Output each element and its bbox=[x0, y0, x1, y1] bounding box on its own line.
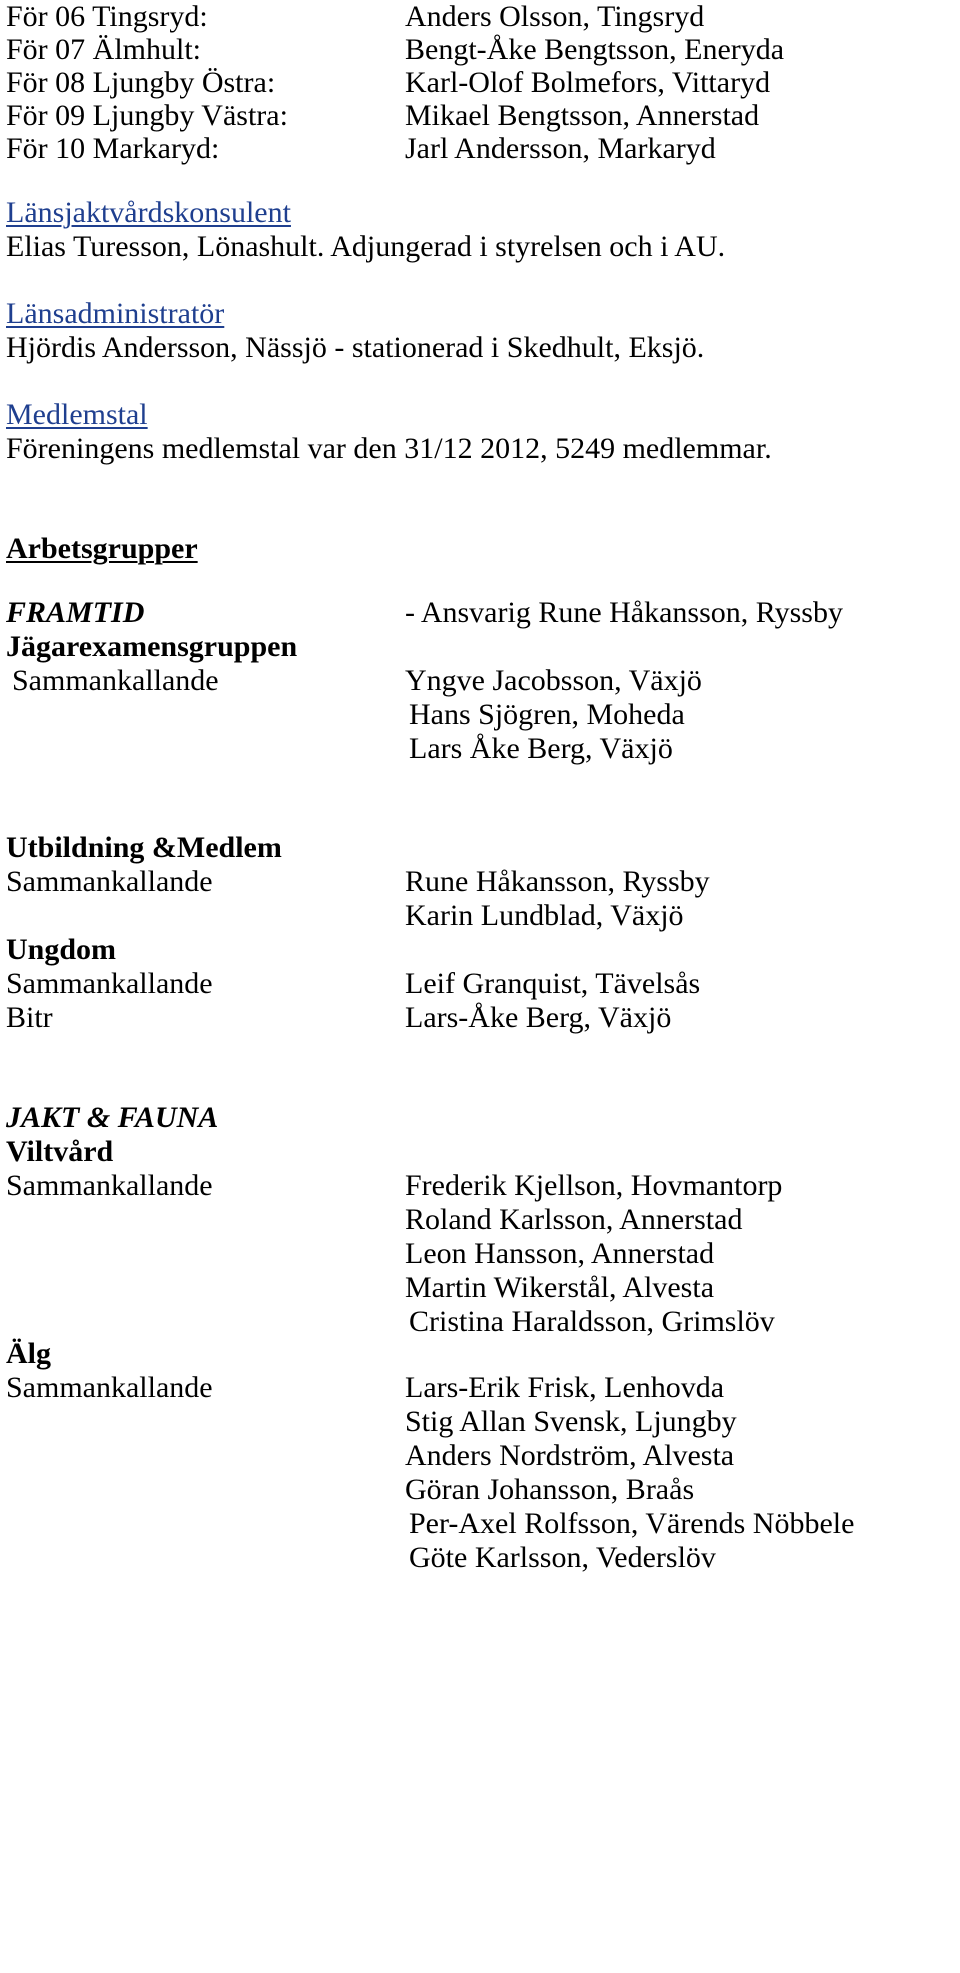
group-member: Cristina Haraldsson, Grimslöv bbox=[409, 1305, 775, 1338]
district-row bbox=[0, 132, 960, 166]
group-member-row bbox=[0, 1405, 960, 1439]
ungdom-role-row bbox=[0, 967, 960, 1001]
district-label: För 10 Markaryd: bbox=[6, 132, 220, 165]
group-member-row bbox=[0, 1237, 960, 1271]
group-member: Göte Karlsson, Vederslöv bbox=[409, 1541, 716, 1574]
group-role: Sammankallande bbox=[6, 1169, 213, 1202]
group-role: Sammankallande bbox=[6, 967, 213, 1000]
group-member: Stig Allan Svensk, Ljungby bbox=[405, 1405, 737, 1438]
district-row bbox=[0, 33, 960, 67]
group-role: Sammankallande bbox=[6, 865, 213, 898]
district-representative: Anders Olsson, Tingsryd bbox=[405, 0, 705, 33]
consultant-heading-row bbox=[0, 196, 960, 230]
group-member: Hans Sjögren, Moheda bbox=[409, 698, 685, 731]
members-text: Föreningens medlemstal var den 31/12 2012, 5249 medlemmar. bbox=[6, 432, 772, 465]
group-member-row bbox=[0, 1271, 960, 1305]
framtid-row bbox=[0, 596, 960, 630]
group-member: Lars-Erik Frisk, Lenhovda bbox=[405, 1371, 725, 1404]
jagarexamen-role-row bbox=[0, 664, 960, 698]
group-member: Frederik Kjellson, Hovmantorp bbox=[405, 1169, 783, 1202]
group-member: Lars Åke Berg, Växjö bbox=[409, 732, 673, 765]
district-row bbox=[0, 0, 960, 34]
members-text-row bbox=[0, 432, 960, 466]
framtid-responsible: - Ansvarig Rune Håkansson, Ryssby bbox=[405, 596, 843, 629]
district-label: För 06 Tingsryd: bbox=[6, 0, 208, 33]
group-member-row bbox=[0, 1541, 960, 1575]
framtid-title: FRAMTID bbox=[6, 596, 145, 629]
jagarexamen-title: Jägarexamensgruppen bbox=[6, 630, 298, 663]
group-member: Roland Karlsson, Annerstad bbox=[405, 1203, 743, 1236]
group-member-row bbox=[0, 899, 960, 933]
district-representative: Karl-Olof Bolmefors, Vittaryd bbox=[405, 66, 771, 99]
group-member: Rune Håkansson, Ryssby bbox=[405, 865, 710, 898]
district-label: För 09 Ljungby Västra: bbox=[6, 99, 288, 132]
members-heading: Medlemstal bbox=[6, 398, 148, 431]
jakt-row bbox=[0, 1101, 960, 1135]
group-member: Leif Granquist, Tävelsås bbox=[405, 967, 701, 1000]
viltvard-title: Viltvård bbox=[6, 1135, 114, 1168]
viltvard-role-row bbox=[0, 1169, 960, 1203]
group-member: Göran Johansson, Braås bbox=[405, 1473, 695, 1506]
district-label: För 07 Älmhult: bbox=[6, 33, 202, 66]
group-member: Martin Wikerstål, Alvesta bbox=[405, 1271, 715, 1304]
group-member: Anders Nordström, Alvesta bbox=[405, 1439, 735, 1472]
group-member-row bbox=[0, 1507, 960, 1541]
groups-heading: Arbetsgrupper bbox=[6, 532, 198, 565]
utbildning-row bbox=[0, 831, 960, 865]
ungdom-deputy-row bbox=[0, 1001, 960, 1035]
group-role: Sammankallande bbox=[6, 1371, 213, 1404]
members-heading-row bbox=[0, 398, 960, 432]
group-member: Yngve Jacobsson, Växjö bbox=[405, 664, 702, 697]
district-representative: Mikael Bengtsson, Annerstad bbox=[405, 99, 760, 132]
group-member: Karin Lundblad, Växjö bbox=[405, 899, 684, 932]
consultant-heading: Länsjaktvårdskonsulent bbox=[6, 196, 291, 229]
district-label: För 08 Ljungby Östra: bbox=[6, 66, 276, 99]
ungdom-title: Ungdom bbox=[6, 933, 117, 966]
groups-heading-row bbox=[0, 532, 960, 566]
administrator-text-row bbox=[0, 331, 960, 365]
group-role: Bitr bbox=[6, 1001, 53, 1034]
district-row bbox=[0, 66, 960, 100]
viltvard-row bbox=[0, 1135, 960, 1169]
ungdom-row bbox=[0, 933, 960, 967]
group-member-row bbox=[0, 732, 960, 766]
district-representative: Jarl Andersson, Markaryd bbox=[405, 132, 716, 165]
group-member: Lars-Åke Berg, Växjö bbox=[405, 1001, 672, 1034]
utbildning-role-row bbox=[0, 865, 960, 899]
district-representative: Bengt-Åke Bengtsson, Eneryda bbox=[405, 33, 785, 66]
group-member-row bbox=[0, 1203, 960, 1237]
administrator-heading: Länsadministratör bbox=[6, 297, 225, 330]
district-row bbox=[0, 99, 960, 133]
group-member-row bbox=[0, 1439, 960, 1473]
consultant-text: Elias Turesson, Lönashult. Adjungerad i styrelsen och i AU. bbox=[6, 230, 726, 263]
group-member-row bbox=[0, 1305, 960, 1339]
alg-role-row bbox=[0, 1371, 960, 1405]
group-role: Sammankallande bbox=[12, 664, 219, 697]
group-member: Per-Axel Rolfsson, Värends Nöbbele bbox=[409, 1507, 855, 1540]
utbildning-title: Utbildning &Medlem bbox=[6, 831, 282, 864]
group-member-row bbox=[0, 698, 960, 732]
administrator-heading-row bbox=[0, 297, 960, 331]
alg-row bbox=[0, 1337, 960, 1371]
group-member: Leon Hansson, Annerstad bbox=[405, 1237, 715, 1270]
administrator-text: Hjördis Andersson, Nässjö - stationerad i Skedhult, Eksjö. bbox=[6, 331, 705, 364]
consultant-text-row bbox=[0, 230, 960, 264]
alg-title: Älg bbox=[6, 1337, 51, 1370]
jakt-title: JAKT & FAUNA bbox=[6, 1101, 219, 1134]
group-member-row bbox=[0, 1473, 960, 1507]
jagarexamen-row bbox=[0, 630, 960, 664]
